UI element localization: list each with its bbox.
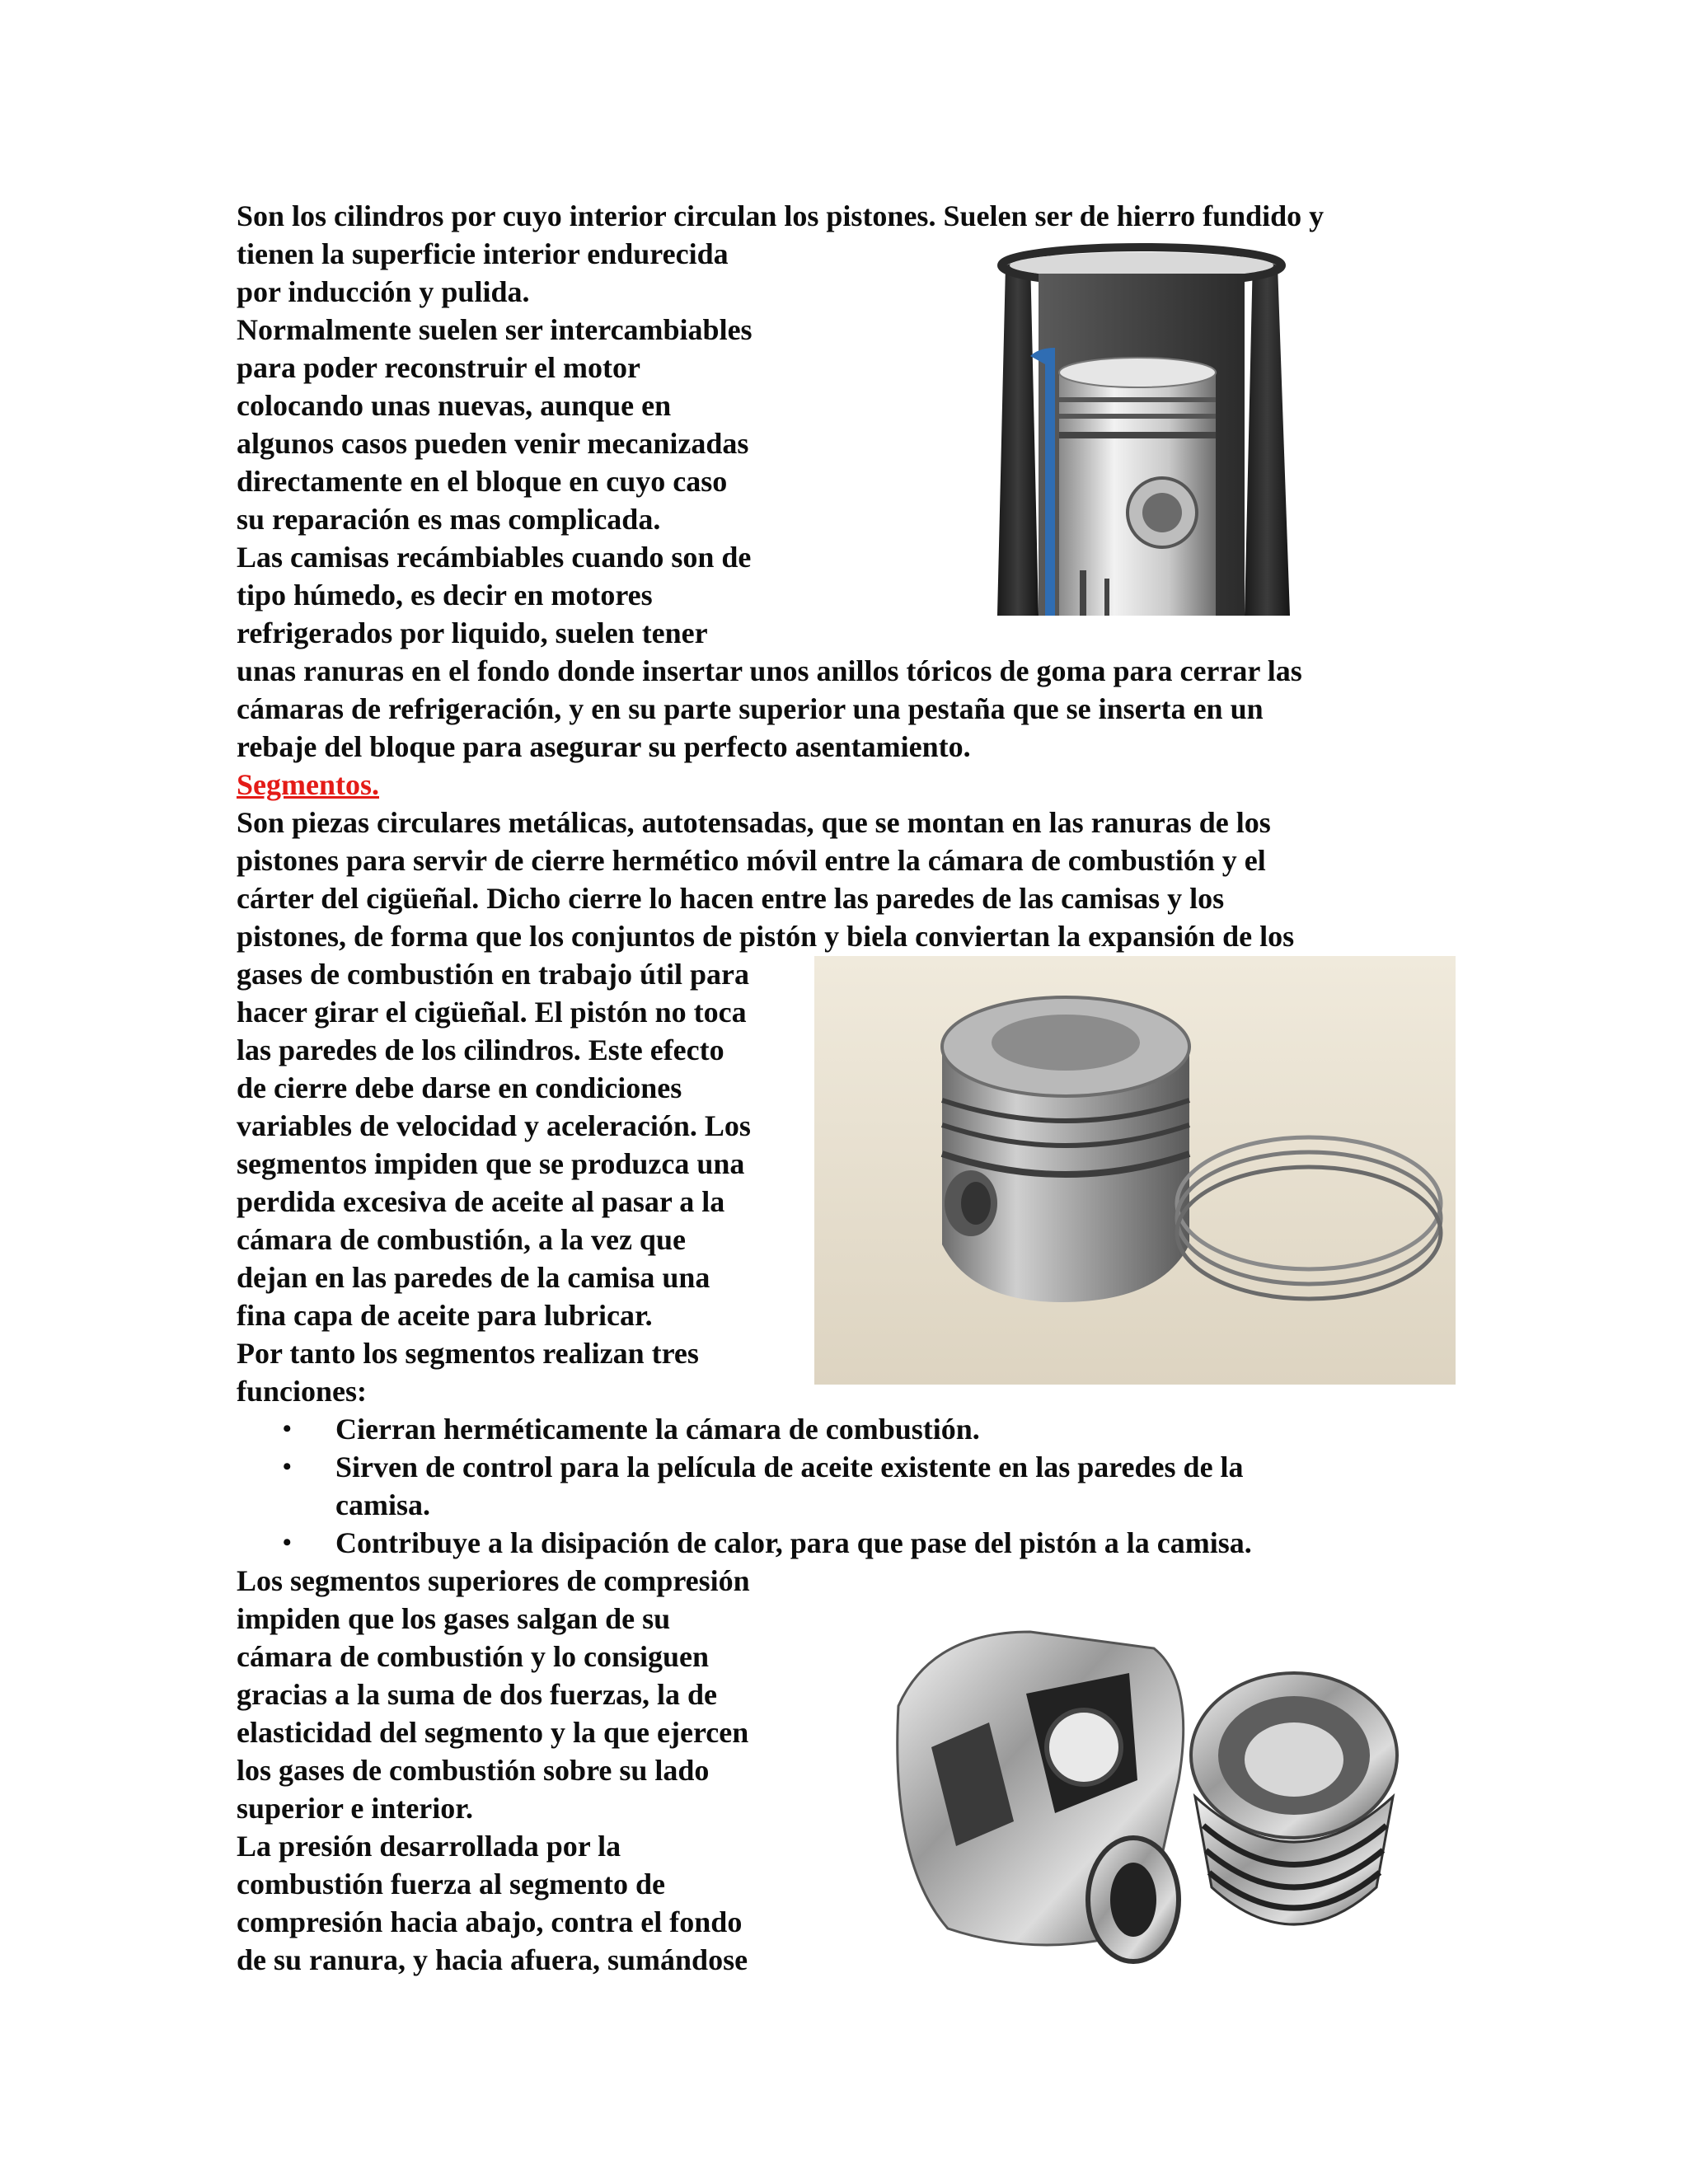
- paragraph-line: compresión hacia abajo, contra el fondo: [237, 1905, 743, 1938]
- paragraph-line: fina capa de aceite para lubricar.: [237, 1299, 653, 1332]
- paragraph-line: por inducción y pulida.: [237, 275, 530, 308]
- paragraph-line: variables de velocidad y aceleración. Los: [237, 1109, 751, 1142]
- bullet-marker: •: [283, 1529, 292, 1556]
- paragraph-line: para poder reconstruir el motor: [237, 351, 640, 384]
- paragraph-line: refrigerados por liquido, suelen tener: [237, 616, 708, 649]
- list-item-continuation: camisa.: [335, 1488, 430, 1521]
- paragraph-line: cámaras de refrigeración, y en su parte superior una pestaña que se inserta en un: [237, 692, 1264, 725]
- paragraph-line: su reparación es mas complicada.: [237, 503, 661, 536]
- paragraph-line: pistones para servir de cierre hermético móvil entre la cámara de combustión y el: [237, 844, 1266, 877]
- piston-rings-image: [814, 956, 1456, 1385]
- paragraph-line: pistones, de forma que los conjuntos de pistón y biela conviertan la expansión de los: [237, 920, 1295, 953]
- bullet-marker: •: [283, 1453, 292, 1480]
- paragraph-line: combustión fuerza al segmento de: [237, 1868, 665, 1900]
- paragraph-line: cámara de combustión, a la vez que: [237, 1223, 686, 1256]
- paragraph-line: elasticidad del segmento y la que ejercen: [237, 1716, 749, 1749]
- paragraph-line: superior e interior.: [237, 1792, 473, 1825]
- list-item: Contribuye a la disipación de calor, para que pase del pistón a la camisa.: [335, 1526, 1252, 1559]
- paragraph-line: segmentos impiden que se produzca una: [237, 1147, 745, 1180]
- bullet-marker: •: [283, 1415, 292, 1442]
- paragraph-line: Son los cilindros por cuyo interior circulan los pistones. Suelen ser de hierro fundido y: [237, 199, 1325, 232]
- paragraph-line: perdida excesiva de aceite al pasar a la: [237, 1185, 725, 1218]
- paragraph-line: tipo húmedo, es decir en motores: [237, 579, 653, 612]
- paragraph-line: rebaje del bloque para asegurar su perfecto asentamiento.: [237, 730, 971, 763]
- paragraph-line: colocando unas nuevas, aunque en: [237, 389, 672, 422]
- paragraph-line: las paredes de los cilindros. Este efecto: [237, 1033, 724, 1066]
- list-item: Cierran herméticamente la cámara de combustión.: [335, 1413, 980, 1446]
- paragraph-line: de cierre debe darse en condiciones: [237, 1071, 682, 1104]
- paragraph-line: tienen la superficie interior endurecida: [237, 237, 729, 270]
- paragraph-line: directamente en el bloque en cuyo caso: [237, 465, 728, 498]
- paragraph-line: cárter del cigüeñal. Dicho cierre lo hacen entre las paredes de las camisas y los: [237, 882, 1225, 915]
- paragraph-line: dejan en las paredes de la camisa una: [237, 1261, 710, 1294]
- cylinder-liner-image: [981, 241, 1302, 616]
- paragraph-line: gracias a la suma de dos fuerzas, la de: [237, 1678, 717, 1711]
- paragraph-line: Las camisas recámbiables cuando son de: [237, 541, 752, 574]
- paragraph-line: algunos casos pueden venir mecanizadas: [237, 427, 749, 460]
- paragraph-line: hacer girar el cigüeñal. El pistón no toca: [237, 996, 747, 1029]
- paragraph-line: Por tanto los segmentos realizan tres: [237, 1337, 699, 1370]
- paragraph-line: unas ranuras en el fondo donde insertar unos anillos tóricos de goma para cerrar las: [237, 654, 1302, 687]
- paragraph-line: de su ranura, y hacia afuera, sumándose: [237, 1943, 748, 1976]
- paragraph-line: funciones:: [237, 1375, 368, 1408]
- paragraph-line: Normalmente suelen ser intercambiables: [237, 313, 753, 346]
- paragraph-line: gases de combustión en trabajo útil para: [237, 958, 750, 991]
- section-heading: Segmentos.: [237, 768, 379, 801]
- piston-cutaway-image: [882, 1615, 1409, 1982]
- paragraph-line: los gases de combustión sobre su lado: [237, 1754, 710, 1787]
- list-item: Sirven de control para la película de aceite existente en las paredes de la: [335, 1451, 1244, 1483]
- paragraph-line: impiden que los gases salgan de su: [237, 1602, 671, 1635]
- paragraph-line: Son piezas circulares metálicas, autotensadas, que se montan en las ranuras de los: [237, 806, 1271, 839]
- paragraph-line: Los segmentos superiores de compresión: [237, 1564, 750, 1597]
- paragraph-line: cámara de combustión y lo consiguen: [237, 1640, 710, 1673]
- paragraph-line: La presión desarrollada por la: [237, 1830, 621, 1863]
